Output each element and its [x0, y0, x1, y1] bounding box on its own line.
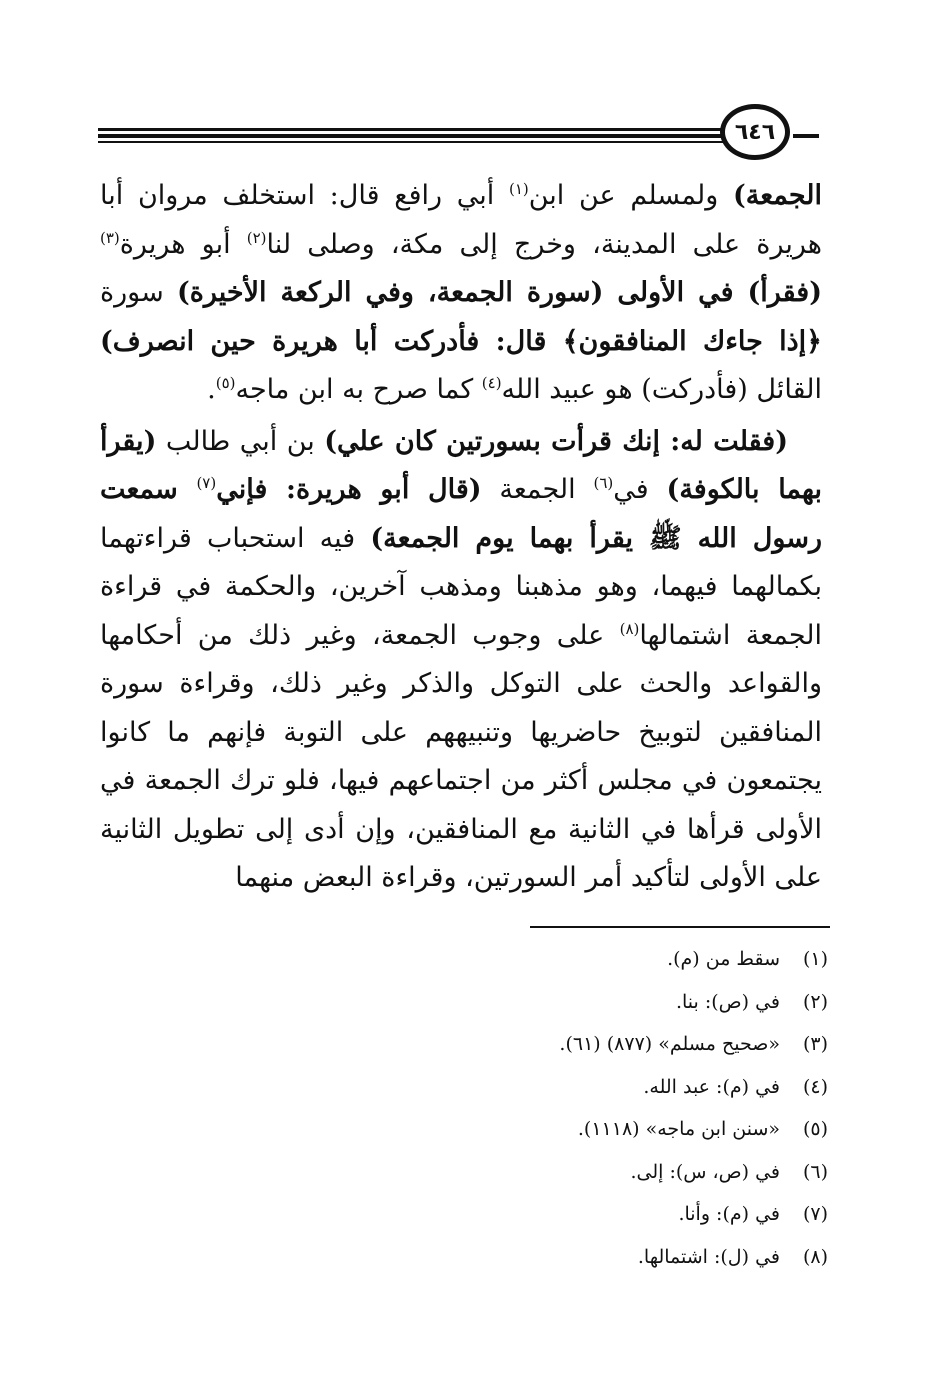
text-span: فيه استحباب قراءتهما بكمالهما فيهما، وهو مذهبنا ومذهب آخرين، والحكمة في قراءة الجمعة اشتمالها	[100, 522, 822, 651]
footnote-divider	[530, 926, 830, 928]
page-number-ornament	[720, 104, 790, 160]
footnote-text: في (ل): اشتمالها.	[637, 1245, 780, 1268]
page-number: ٦٤٦	[734, 119, 776, 145]
footnote-number: (٨)	[802, 1245, 828, 1268]
footnote-text: في (م): عبد الله.	[643, 1075, 780, 1098]
text-span: في	[613, 474, 667, 505]
footnote-ref: (٣)	[100, 228, 120, 247]
footnote-ref: (٥)	[215, 374, 236, 392]
page-header	[98, 100, 838, 170]
footnote-ref: (٢)	[246, 228, 267, 247]
footnote-number: (٢)	[802, 990, 828, 1013]
footnote	[100, 1066, 828, 1109]
footnote-number: (٤)	[802, 1075, 828, 1098]
paragraph	[100, 172, 822, 415]
text-span: على وجوب الجمعة، وغير ذلك من أحكامها والقواعد والحث على التوكل والذكر وغير ذلك، وقراءة سورة المنافقين لتوبيخ حاضريها وتنبيههم على التوبة فإنهم ما كانوا يجتمعون في مجلس أكثر من اجتماعهم فيها، فلو ترك الجمعة في الأولى قرأها في الثانية مع المنافقين، وإن أدى إلى تطويل الثانية على الأولى لتأكيد أمر السورتين، وقراءة البعض منهما	[100, 619, 822, 893]
bold-span: (قال أبو هريرة: فإني	[216, 474, 482, 505]
bold-span: ﴿إذا جاءك المنافقون﴾ قال: فأدركت أبا هريرة حين انصرف)	[100, 325, 822, 357]
text-span: .	[207, 374, 216, 405]
footnote-number: (١)	[802, 948, 828, 970]
footnote-ref: (٧)	[196, 474, 217, 492]
bold-span: (فقلت له: إنك قرأت بسورتين كان علي)	[324, 425, 788, 457]
footnote	[100, 1236, 828, 1279]
text-span: القائل (فأدركت) هو عبيد الله	[501, 374, 822, 405]
footnotes	[100, 938, 828, 1278]
text-span: الجمعة	[481, 474, 594, 505]
footnote	[100, 938, 828, 981]
bold-span: (فقرأ) في الأولى (سورة الجمعة، وفي الركعة الأخيرة)	[176, 277, 822, 308]
footnote-text: سقط من (م).	[667, 948, 780, 970]
footnote-ref: (٨)	[619, 619, 640, 638]
footnote	[100, 1151, 828, 1194]
text-span: ولمسلم عن ابن	[528, 180, 733, 211]
footnote	[100, 981, 828, 1024]
text-span: أبي رافع قال: استخلف مروان أبا هريرة على المدينة، وخرج إلى مكة، وصلى لنا	[100, 180, 822, 260]
footnote	[100, 1193, 828, 1236]
main-text	[100, 172, 822, 903]
text-span: سورة	[100, 277, 177, 308]
bold-span: (يقرأ بهما بالكوفة)	[100, 425, 822, 505]
footnote-ref: (٦)	[593, 474, 614, 492]
bold-span: الجمعة)	[732, 180, 822, 211]
footnote-text: «سنن ابن ماجه» (١١١٨).	[577, 1118, 780, 1140]
header-rule	[793, 134, 819, 138]
footnote-number: (٧)	[802, 1203, 828, 1225]
text-span: بن أبي طالب	[156, 425, 325, 457]
footnote-text: في (ص، س): إلى.	[630, 1160, 780, 1183]
footnote-ref: (٤)	[481, 374, 502, 392]
bold-span: سمعت رسول الله ﷺ يقرأ بهما يوم الجمعة)	[100, 474, 822, 554]
footnote-text: في (ص): بنا.	[675, 990, 780, 1013]
footnote-number: (٣)	[802, 1033, 828, 1055]
footnote	[100, 1108, 828, 1151]
text-span: أبو هريرة	[119, 228, 247, 260]
footnote-number: (٥)	[802, 1118, 828, 1140]
header-rule	[98, 128, 724, 131]
header-rule	[98, 134, 724, 138]
paragraph	[100, 418, 822, 903]
text-span: كما صرح به ابن ماجه	[235, 374, 482, 405]
footnote-number: (٦)	[802, 1160, 828, 1183]
footnote-text: في (م): وأنا.	[678, 1203, 780, 1225]
footnote-text: «صحيح مسلم» (٨٧٧) (٦١).	[559, 1033, 780, 1055]
footnote	[100, 1023, 828, 1066]
footnote-ref: (١)	[508, 180, 529, 198]
header-rule	[98, 141, 724, 143]
